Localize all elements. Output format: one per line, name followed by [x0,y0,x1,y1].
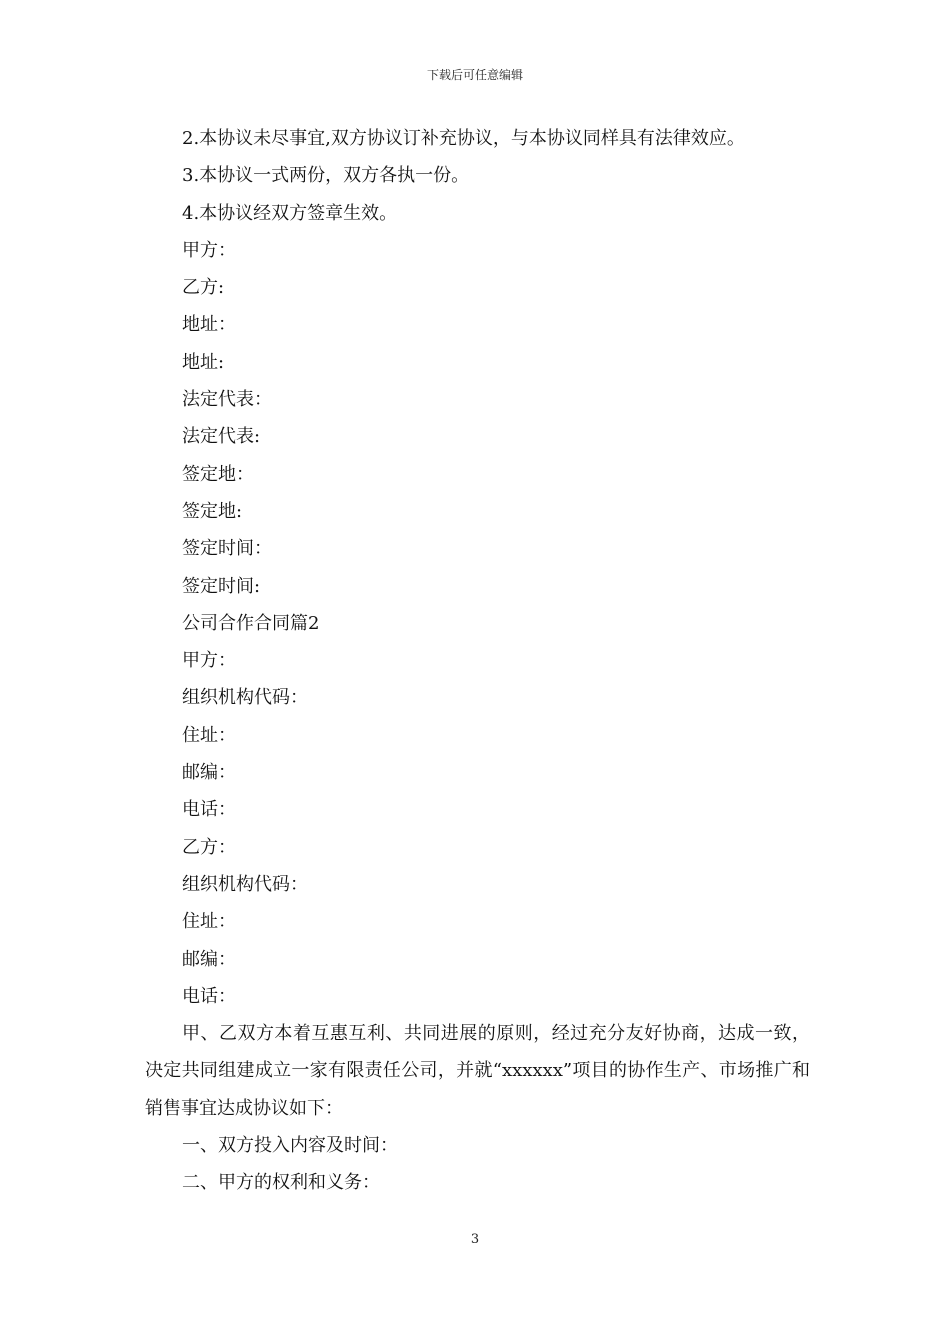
phone-a-label: 电话： [182,799,236,821]
phone-b-label: 电话： [182,985,236,1007]
party-a-label: 甲方： [182,239,236,261]
clause-3: 3.本协议一式两份，双方各执一份。 [182,165,470,187]
postcode-b-label: 邮编： [182,948,236,970]
page-number: 3 [470,1232,480,1247]
party-b-label-2: 乙方： [182,836,236,858]
address-b-label: 地址: [182,351,225,373]
section-title: 公司合作合同篇2 [182,612,320,634]
party-a-label-2: 甲方： [182,650,236,672]
legal-rep-b-label: 法定代表: [182,426,261,448]
document-body [145,120,810,1202]
clause-4: 4.本协议经双方签章生效。 [182,202,398,224]
org-code-b-label: 组织机构代码： [182,873,308,895]
party-b-label: 乙方: [182,277,225,299]
clause-2: 2.本协议未尽事宜,双方协议订补充协议，与本协议同样具有法律效应。 [182,128,745,149]
address-a-label: 地址： [182,314,236,336]
signing-time-b-label: 签定时间: [182,575,261,597]
residence-a-label: 住址： [182,724,236,746]
signing-time-a-label: 签定时间： [182,538,272,560]
section-heading-1: 一、双方投入内容及时间： [182,1135,398,1157]
org-code-a-label: 组织机构代码： [182,687,308,709]
section-heading-2: 二、甲方的权利和义务： [182,1172,380,1194]
residence-b-label: 住址： [182,911,236,933]
signing-place-b-label: 签定地: [182,500,243,522]
agreement-paragraph: 甲、乙双方本着互惠互利、共同进展的原则，经过充分友好协商，达成一致，决定共同组建成立一家有限责任公司，并就“xxxxxx”项目的协作生产、市场推广和销售事宜达成协议如下： [145,1023,810,1119]
legal-rep-a-label: 法定代表： [182,389,272,411]
signing-place-a-label: 签定地： [182,463,254,485]
postcode-a-label: 邮编： [182,762,236,784]
header-note: 下载后可任意编辑 [426,68,523,82]
